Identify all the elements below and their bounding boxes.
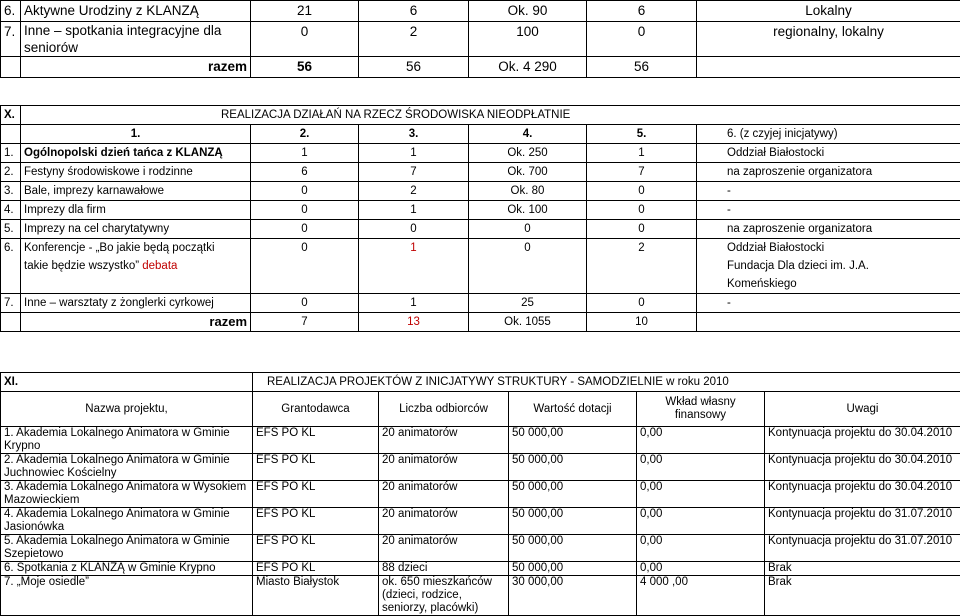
activity-name-line: takie będzie wszystko”: [24, 260, 139, 272]
cell-value: Ok. 100: [469, 201, 587, 220]
initiator-line: Oddział Białostocki: [727, 239, 957, 257]
activity-name: Inne – spotkania integracyjne dla seniorów: [21, 22, 251, 57]
cell-value: Ok. 80: [469, 182, 587, 201]
cell-value: 0: [587, 201, 697, 220]
cell-value: 6: [587, 1, 697, 22]
cell-value: 1: [251, 144, 359, 163]
recipients: ok. 650 mieszkańców (dzieci, rodzice, seniorzy, placówki): [379, 576, 509, 616]
cell-value: Ok. 90: [469, 1, 587, 22]
section-title-row: [1, 106, 960, 125]
cell-value: 56: [587, 57, 697, 78]
total-row: [1, 57, 960, 78]
cell-value: 0: [359, 220, 469, 239]
cell-value: 56: [359, 57, 469, 78]
cell-value: Lokalny: [697, 1, 960, 22]
cell-value: Ok. 4 290: [469, 57, 587, 78]
activity-name: Bale, imprezy karnawałowe: [21, 182, 251, 201]
cell-value: 2: [359, 22, 469, 57]
activity-name: Imprezy dla firm: [21, 201, 251, 220]
cell-value: Oddział Białostocki: [697, 144, 960, 163]
project-name: 7. „Moje osiedle”: [1, 576, 253, 616]
section-title: REALIZACJA DZIAŁAŃ NA RZECZ ŚRODOWISKA NIEODPŁATNIE: [21, 106, 960, 125]
cell-value: na zaproszenie organizatora: [697, 220, 960, 239]
grantor: EFS PO KL: [253, 481, 379, 508]
cell-value: na zaproszenie organizatora: [697, 163, 960, 182]
table-row: [1, 182, 960, 201]
cell-value: 2: [359, 182, 469, 201]
cell-value: 0: [251, 239, 359, 294]
recipients: 20 animatorów: [379, 454, 509, 481]
cell-value: 1: [359, 201, 469, 220]
row-number: 2.: [1, 163, 21, 182]
table-row: [1, 508, 960, 535]
cell-value: Ok. 1055: [469, 313, 587, 332]
row-number: 1.: [1, 144, 21, 163]
row-number: 5.: [1, 220, 21, 239]
table-row: [1, 535, 960, 562]
table-row: [1, 576, 960, 616]
cell-value: 0: [587, 220, 697, 239]
projects-table: [0, 372, 960, 616]
total-row: [1, 313, 960, 332]
cell-value: Ok. 250: [469, 144, 587, 163]
initiator-line: Fundacja Dla dzieci im. J.A.: [727, 257, 957, 275]
grantor: EFS PO KL: [253, 535, 379, 562]
section-number: XI.: [1, 373, 253, 392]
initiator-cell: [697, 239, 960, 294]
cell-value: 0: [251, 294, 359, 313]
own-contribution: 0,00: [637, 535, 765, 562]
table-row: [1, 427, 960, 454]
grant-value: 30 000,00: [509, 576, 637, 616]
activity-name: Festyny środowiskowe i rodzinne: [21, 163, 251, 182]
cell-value: 0: [469, 220, 587, 239]
activity-name: Aktywne Urodziny z KLANZĄ: [21, 1, 251, 22]
project-name: 2. Akademia Lokalnego Animatora w Gminie Juchnowiec Kościelny: [1, 454, 253, 481]
activity-name: [21, 239, 251, 294]
project-name: 6. Spotkania z KLANZĄ w Gminie Krypno: [1, 562, 253, 576]
remarks: Brak: [765, 562, 960, 576]
column-header: 1.: [21, 125, 251, 144]
cell-value: regionalny, lokalny: [697, 22, 960, 57]
column-header-row: [1, 125, 960, 144]
column-header-row: [1, 392, 960, 427]
grantor: Miasto Białystok: [253, 576, 379, 616]
recipients: 20 animatorów: [379, 508, 509, 535]
remarks: Kontynuacja projektu do 30.04.2010: [765, 454, 960, 481]
cell-value: 7: [587, 163, 697, 182]
own-contribution: 0,00: [637, 562, 765, 576]
row-number: 3.: [1, 182, 21, 201]
activity-name-line: Konferencje - „Bo jakie będą początki: [24, 239, 247, 257]
recipients: 88 dzieci: [379, 562, 509, 576]
grant-value: 50 000,00: [509, 454, 637, 481]
table-row: [1, 163, 960, 182]
table-row: [1, 201, 960, 220]
project-name: 1. Akademia Lokalnego Animatora w Gminie Krypno: [1, 427, 253, 454]
summary-table-top: [0, 0, 960, 78]
own-contribution: 0,00: [637, 481, 765, 508]
recipients: 20 animatorów: [379, 427, 509, 454]
own-contribution: 0,00: [637, 454, 765, 481]
cell-value: -: [697, 294, 960, 313]
recipients: 20 animatorów: [379, 481, 509, 508]
cell-value: -: [697, 182, 960, 201]
table-row: [1, 220, 960, 239]
grant-value: 50 000,00: [509, 481, 637, 508]
project-name: 5. Akademia Lokalnego Animatora w Gminie Szepietowo: [1, 535, 253, 562]
table-row: [1, 454, 960, 481]
row-number: 6.: [1, 1, 21, 22]
remarks: Kontynuacja projektu do 31.07.2010: [765, 535, 960, 562]
grantor: EFS PO KL: [253, 562, 379, 576]
section-title: REALIZACJA PROJEKTÓW Z INICJATYWY STRUKTURY - SAMODZIELNIE w roku 2010: [253, 373, 960, 392]
remarks: Brak: [765, 576, 960, 616]
column-header: Wkład własny finansowy: [637, 392, 765, 427]
cell-value: 0: [587, 294, 697, 313]
cell-value: 6: [359, 1, 469, 22]
table-row: [1, 481, 960, 508]
total-label: razem: [21, 57, 251, 78]
column-header: Uwagi: [765, 392, 960, 427]
cell-value: 10: [587, 313, 697, 332]
column-header: 6. (z czyjej inicjatywy): [697, 125, 960, 144]
remarks: Kontynuacja projektu do 30.04.2010: [765, 481, 960, 508]
column-header: 3.: [359, 125, 469, 144]
column-header: 5.: [587, 125, 697, 144]
column-header: Wartość dotacji: [509, 392, 637, 427]
table-row: [1, 1, 960, 22]
section-title-row: [1, 373, 960, 392]
section-number: X.: [1, 106, 21, 125]
grant-value: 50 000,00: [509, 427, 637, 454]
row-number: 4.: [1, 201, 21, 220]
cell-value: 13: [359, 313, 469, 332]
grantor: EFS PO KL: [253, 508, 379, 535]
table-row: [1, 294, 960, 313]
row-number: 6.: [1, 239, 21, 294]
initiator-line: Komeńskiego: [727, 275, 957, 293]
environment-activities-table: [0, 105, 960, 332]
cell-value: 0: [469, 239, 587, 294]
own-contribution: 0,00: [637, 508, 765, 535]
cell-value: 25: [469, 294, 587, 313]
activity-name: Inne – warsztaty z żonglerki cyrkowej: [21, 294, 251, 313]
cell-value: 0: [587, 22, 697, 57]
cell-value: 0: [251, 201, 359, 220]
column-header: Grantodawca: [253, 392, 379, 427]
cell-value: 6: [251, 163, 359, 182]
table-row: [1, 22, 960, 57]
grant-value: 50 000,00: [509, 535, 637, 562]
cell-value: 7: [359, 163, 469, 182]
own-contribution: 4 000 ,00: [637, 576, 765, 616]
own-contribution: 0,00: [637, 427, 765, 454]
project-name: 4. Akademia Lokalnego Animatora w Gminie Jasionówka: [1, 508, 253, 535]
cell-value: 0: [251, 182, 359, 201]
cell-value: 1: [359, 294, 469, 313]
column-header: Nazwa projektu,: [1, 392, 253, 427]
cell-value: 1: [587, 144, 697, 163]
activity-name: Ogólnopolski dzień tańca z KLANZĄ: [21, 144, 251, 163]
grant-value: 50 000,00: [509, 508, 637, 535]
grantor: EFS PO KL: [253, 427, 379, 454]
cell-value: -: [697, 201, 960, 220]
cell-value: 0: [587, 182, 697, 201]
cell-value: 0: [251, 22, 359, 57]
column-header: 2.: [251, 125, 359, 144]
cell-value: 7: [251, 313, 359, 332]
total-label: razem: [21, 313, 251, 332]
cell-value: Ok. 700: [469, 163, 587, 182]
cell-value: 100: [469, 22, 587, 57]
column-header: Liczba odbiorców: [379, 392, 509, 427]
cell-value: 21: [251, 1, 359, 22]
cell-value: 56: [251, 57, 359, 78]
cell-value: 2: [587, 239, 697, 294]
remarks: Kontynuacja projektu do 30.04.2010: [765, 427, 960, 454]
grant-value: 50 000,00: [509, 562, 637, 576]
recipients: 20 animatorów: [379, 535, 509, 562]
remarks: Kontynuacja projektu do 31.07.2010: [765, 508, 960, 535]
cell-value: 1: [359, 239, 469, 294]
cell-value: 0: [251, 220, 359, 239]
column-header: 4.: [469, 125, 587, 144]
table-row: [1, 144, 960, 163]
cell-value: 1: [359, 144, 469, 163]
highlight-text: debata: [142, 260, 177, 272]
row-number: 7.: [1, 294, 21, 313]
grantor: EFS PO KL: [253, 454, 379, 481]
project-name: 3. Akademia Lokalnego Animatora w Wysokiem Mazowieckiem: [1, 481, 253, 508]
activity-name: Imprezy na cel charytatywny: [21, 220, 251, 239]
table-row: [1, 562, 960, 576]
table-row: [1, 239, 960, 294]
row-number: 7.: [1, 22, 21, 57]
